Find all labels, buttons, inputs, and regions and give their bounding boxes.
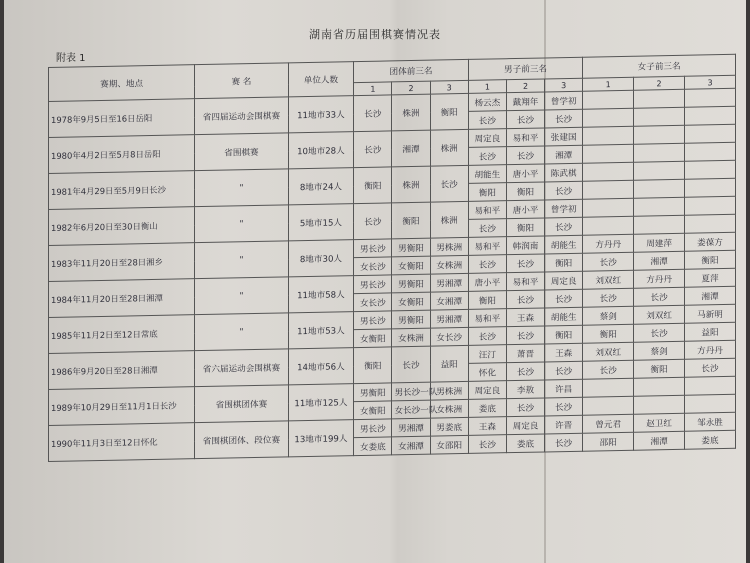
cell-women-unit bbox=[583, 108, 634, 127]
rank-header: 2 bbox=[634, 76, 685, 90]
cell-women-name bbox=[583, 90, 634, 109]
appendix-label: 附表 1 bbox=[56, 53, 86, 64]
cell-women-name bbox=[634, 125, 685, 144]
cell-women-name: 邹永胜 bbox=[685, 412, 736, 431]
cell-event: " bbox=[195, 241, 288, 279]
cell-team-rank: 女株洲 bbox=[392, 328, 430, 347]
cell-team-rank: 女娄底 bbox=[354, 437, 392, 456]
cell-team-rank: 男衡阳 bbox=[392, 238, 430, 257]
cell-women-unit bbox=[685, 394, 736, 413]
cell-team-rank: 女衡阳 bbox=[392, 256, 430, 275]
cell-team-rank: 女长沙 bbox=[430, 327, 468, 346]
cell-team-rank: 男湘潭 bbox=[392, 418, 430, 437]
cell-women-unit: 湘潭 bbox=[634, 251, 685, 270]
cell-men-unit: 长沙 bbox=[468, 111, 506, 130]
cell-men-name: 曾学初 bbox=[545, 199, 583, 218]
cell-women-name bbox=[634, 161, 685, 180]
cell-women-unit bbox=[634, 179, 685, 198]
cell-men-unit: 长沙 bbox=[545, 433, 583, 452]
cell-men-name: 易和平 bbox=[468, 309, 506, 328]
cell-men-unit: 衡阳 bbox=[506, 218, 544, 237]
cell-women-unit bbox=[685, 214, 736, 233]
cell-men-unit: 长沙 bbox=[468, 327, 506, 346]
cell-men-name: 杨云杰 bbox=[468, 93, 506, 112]
cell-men-name: 胡能生 bbox=[545, 307, 583, 326]
cell-date-place: 1983年11月20日至28日湘乡 bbox=[49, 243, 195, 282]
cell-date-place: 1986年9月20日至28日湘潭 bbox=[49, 351, 195, 390]
cell-women-unit: 湘潭 bbox=[634, 431, 685, 450]
cell-team-rank: 女湘潭 bbox=[430, 291, 468, 310]
cell-men-name: 周定良 bbox=[506, 416, 544, 435]
cell-units: 11地市33人 bbox=[288, 96, 354, 133]
cell-team-rank: 衡阳 bbox=[354, 167, 392, 204]
cell-women-unit: 邵阳 bbox=[583, 432, 634, 451]
cell-women-unit: 衡阳 bbox=[583, 324, 634, 343]
cell-team-rank: 男衡阳 bbox=[392, 274, 430, 293]
cell-women-name bbox=[583, 198, 634, 217]
cell-units: 11地市125人 bbox=[288, 384, 354, 421]
cell-event: 省围棋团体、段位赛 bbox=[195, 421, 288, 459]
cell-date-place: 1985年11月2日至12日常底 bbox=[49, 315, 195, 354]
cell-men-name: 陈武棋 bbox=[545, 163, 583, 182]
cell-women-unit: 益阳 bbox=[685, 322, 736, 341]
cell-men-unit: 衡阳 bbox=[468, 183, 506, 202]
cell-men-name: 周定良 bbox=[468, 381, 506, 400]
cell-men-name: 唐小平 bbox=[506, 200, 544, 219]
cell-women-name bbox=[583, 378, 634, 397]
cell-team-rank: 男长沙 bbox=[354, 239, 392, 258]
cell-women-name: 蔡剑 bbox=[583, 306, 634, 325]
cell-date-place: 1990年11月3日至12日怀化 bbox=[49, 423, 195, 462]
cell-men-unit: 长沙 bbox=[545, 109, 583, 128]
cell-team-rank: 女邵阳 bbox=[430, 435, 468, 454]
cell-men-unit: 衡阳 bbox=[545, 325, 583, 344]
cell-team-rank: 株洲 bbox=[392, 166, 430, 203]
cell-team-rank: 男长沙一队 bbox=[392, 382, 430, 401]
cell-team-rank: 男长沙 bbox=[354, 311, 392, 330]
cell-event: 省围棋团体赛 bbox=[195, 385, 288, 423]
cell-men-unit: 湘潭 bbox=[545, 145, 583, 164]
cell-date-place: 1981年4月29日至5月9日长沙 bbox=[49, 171, 195, 210]
cell-date-place: 1989年10月29日至11月1日长沙 bbox=[49, 387, 195, 426]
cell-women-name bbox=[634, 89, 685, 108]
cell-men-name: 萧晋 bbox=[506, 344, 544, 363]
cell-men-unit: 衡阳 bbox=[468, 291, 506, 310]
cell-team-rank: 株洲 bbox=[430, 129, 468, 166]
cell-men-name: 周定良 bbox=[468, 129, 506, 148]
rank-header: 1 bbox=[354, 82, 392, 96]
cell-men-unit: 长沙 bbox=[506, 362, 544, 381]
cell-men-unit: 娄底 bbox=[468, 399, 506, 418]
cell-women-name bbox=[634, 197, 685, 216]
cell-team-rank: 女长沙 bbox=[354, 257, 392, 276]
cell-team-rank: 男衡阳 bbox=[392, 310, 430, 329]
rank-header: 3 bbox=[430, 80, 468, 94]
cell-team-rank: 男长沙 bbox=[354, 275, 392, 294]
cell-men-name: 胡能生 bbox=[468, 165, 506, 184]
cell-women-unit: 长沙 bbox=[583, 252, 634, 271]
cell-women-name: 周建萍 bbox=[634, 233, 685, 252]
cell-team-rank: 女长沙 bbox=[354, 293, 392, 312]
results-table-area bbox=[48, 54, 736, 459]
cell-team-rank: 长沙 bbox=[354, 95, 392, 132]
cell-team-rank: 男株洲 bbox=[430, 381, 468, 400]
header-women-top3: 女子前三名 bbox=[583, 54, 736, 78]
header-date-place: 赛期、地点 bbox=[49, 65, 195, 102]
cell-men-unit: 怀化 bbox=[468, 363, 506, 382]
cell-women-name bbox=[685, 124, 736, 143]
cell-men-unit: 长沙 bbox=[506, 398, 544, 417]
cell-women-unit: 衡阳 bbox=[685, 250, 736, 269]
cell-men-name: 王森 bbox=[468, 417, 506, 436]
cell-women-unit: 娄底 bbox=[685, 430, 736, 449]
cell-women-name bbox=[685, 196, 736, 215]
cell-men-unit: 长沙 bbox=[506, 290, 544, 309]
cell-units: 14地市56人 bbox=[288, 348, 354, 385]
cell-women-name: 夏萍 bbox=[685, 268, 736, 287]
cell-team-rank: 女衡阳 bbox=[354, 329, 392, 348]
cell-team-rank: 男株洲 bbox=[430, 237, 468, 256]
cell-women-unit: 长沙 bbox=[583, 288, 634, 307]
cell-women-name bbox=[634, 377, 685, 396]
cell-event: 省六届运动会围棋赛 bbox=[195, 349, 288, 387]
cell-units: 8地市30人 bbox=[288, 240, 354, 277]
cell-men-unit: 长沙 bbox=[468, 255, 506, 274]
cell-women-unit bbox=[634, 395, 685, 414]
cell-women-name bbox=[685, 160, 736, 179]
rank-header: 1 bbox=[583, 77, 634, 91]
cell-event: " bbox=[195, 205, 288, 243]
cell-men-name: 易和平 bbox=[506, 128, 544, 147]
header-event: 赛 名 bbox=[195, 63, 288, 99]
cell-women-name: 娄葆方 bbox=[685, 232, 736, 251]
cell-event: 省围棋赛 bbox=[195, 133, 288, 171]
cell-units: 5地市15人 bbox=[288, 204, 354, 241]
cell-women-unit bbox=[685, 178, 736, 197]
cell-men-unit: 长沙 bbox=[545, 397, 583, 416]
cell-women-unit bbox=[634, 107, 685, 126]
header-units: 单位人数 bbox=[288, 62, 354, 97]
cell-team-rank: 益阳 bbox=[430, 345, 468, 382]
cell-date-place: 1980年4月2日至5月8日岳阳 bbox=[49, 135, 195, 174]
cell-men-name: 易和平 bbox=[506, 272, 544, 291]
cell-units: 11地市58人 bbox=[288, 276, 354, 313]
cell-women-unit: 长沙 bbox=[583, 360, 634, 379]
cell-women-unit: 长沙 bbox=[685, 358, 736, 377]
cell-men-name: 唐小平 bbox=[506, 164, 544, 183]
cell-men-unit: 长沙 bbox=[506, 110, 544, 129]
cell-men-name: 韩润南 bbox=[506, 236, 544, 255]
cell-men-name: 戴翔年 bbox=[506, 92, 544, 111]
header-men-top3: 男子前三名 bbox=[468, 57, 583, 80]
cell-women-unit bbox=[685, 142, 736, 161]
cell-men-unit: 长沙 bbox=[545, 217, 583, 236]
cell-women-unit bbox=[583, 144, 634, 163]
cell-team-rank: 女长沙一队 bbox=[392, 400, 430, 419]
cell-units: 11地市53人 bbox=[288, 312, 354, 349]
cell-date-place: 1982年6月20日至30日衡山 bbox=[49, 207, 195, 246]
cell-women-unit: 湘潭 bbox=[685, 286, 736, 305]
cell-event: " bbox=[195, 277, 288, 315]
cell-team-rank: 长沙 bbox=[392, 346, 430, 383]
cell-women-name bbox=[685, 376, 736, 395]
cell-women-unit: 长沙 bbox=[634, 287, 685, 306]
cell-team-rank: 男长沙 bbox=[354, 419, 392, 438]
cell-women-name: 马新明 bbox=[685, 304, 736, 323]
cell-team-rank: 女衡阳 bbox=[354, 401, 392, 420]
cell-men-unit: 长沙 bbox=[468, 435, 506, 454]
cell-men-name: 王森 bbox=[506, 308, 544, 327]
rank-header: 2 bbox=[392, 81, 430, 95]
cell-men-name: 唐小平 bbox=[468, 273, 506, 292]
cell-men-name: 王森 bbox=[545, 343, 583, 362]
cell-women-unit bbox=[583, 396, 634, 415]
cell-women-name: 蔡剑 bbox=[634, 341, 685, 360]
cell-team-rank: 株洲 bbox=[430, 201, 468, 238]
cell-women-name: 刘双红 bbox=[634, 305, 685, 324]
cell-men-name: 李敖 bbox=[506, 380, 544, 399]
cell-men-unit: 长沙 bbox=[468, 219, 506, 238]
cell-team-rank: 长沙 bbox=[354, 203, 392, 240]
cell-men-unit: 衡阳 bbox=[545, 253, 583, 272]
cell-team-rank: 男衡阳 bbox=[354, 383, 392, 402]
cell-women-name bbox=[685, 88, 736, 107]
cell-team-rank: 男湘潭 bbox=[430, 309, 468, 328]
cell-men-unit: 长沙 bbox=[506, 146, 544, 165]
header-team-top3: 团体前三名 bbox=[354, 59, 469, 82]
cell-men-unit: 长沙 bbox=[545, 289, 583, 308]
results-table bbox=[48, 54, 736, 462]
cell-men-name: 曾学初 bbox=[545, 91, 583, 110]
cell-team-rank: 女湘潭 bbox=[392, 436, 430, 455]
cell-men-unit: 长沙 bbox=[468, 147, 506, 166]
cell-women-unit bbox=[634, 215, 685, 234]
cell-event: " bbox=[195, 169, 288, 207]
cell-women-name: 赵卫红 bbox=[634, 413, 685, 432]
document-title: 湖南省历届围棋赛情况表 bbox=[309, 28, 441, 41]
paper-sheet bbox=[4, 0, 746, 563]
cell-team-rank: 女株洲 bbox=[430, 399, 468, 418]
cell-women-unit: 长沙 bbox=[634, 323, 685, 342]
cell-team-rank: 衡阳 bbox=[354, 347, 392, 384]
rank-header: 2 bbox=[506, 79, 544, 93]
cell-men-unit: 长沙 bbox=[506, 254, 544, 273]
cell-men-name: 许昌 bbox=[545, 379, 583, 398]
cell-men-name: 易和平 bbox=[468, 237, 506, 256]
cell-women-name: 曾元君 bbox=[583, 414, 634, 433]
cell-women-name bbox=[583, 162, 634, 181]
cell-team-rank: 湘潭 bbox=[392, 130, 430, 167]
cell-men-unit: 长沙 bbox=[545, 181, 583, 200]
cell-men-unit: 长沙 bbox=[506, 326, 544, 345]
cell-women-name: 刘双红 bbox=[583, 342, 634, 361]
cell-women-name bbox=[583, 126, 634, 145]
cell-women-unit bbox=[583, 216, 634, 235]
cell-men-unit: 娄底 bbox=[506, 434, 544, 453]
cell-women-unit bbox=[634, 143, 685, 162]
cell-men-unit: 衡阳 bbox=[506, 182, 544, 201]
rank-header: 1 bbox=[468, 80, 506, 94]
cell-team-rank: 女衡阳 bbox=[392, 292, 430, 311]
cell-team-rank: 衡阳 bbox=[430, 93, 468, 130]
cell-men-name: 周定良 bbox=[545, 271, 583, 290]
cell-men-unit: 长沙 bbox=[545, 361, 583, 380]
cell-team-rank: 株洲 bbox=[392, 94, 430, 131]
rank-header: 3 bbox=[545, 78, 583, 92]
cell-women-name: 刘双红 bbox=[583, 270, 634, 289]
cell-women-unit: 衡阳 bbox=[634, 359, 685, 378]
cell-women-name: 方丹丹 bbox=[634, 269, 685, 288]
cell-women-name: 方丹丹 bbox=[685, 340, 736, 359]
cell-women-unit bbox=[685, 106, 736, 125]
cell-men-name: 汪汀 bbox=[468, 345, 506, 364]
cell-men-name: 胡能生 bbox=[545, 235, 583, 254]
cell-men-name: 易和平 bbox=[468, 201, 506, 220]
cell-team-rank: 女株洲 bbox=[430, 255, 468, 274]
cell-team-rank: 长沙 bbox=[430, 165, 468, 202]
cell-date-place: 1978年9月5日至16日岳阳 bbox=[49, 99, 195, 138]
cell-women-name: 方丹丹 bbox=[583, 234, 634, 253]
cell-team-rank: 男湘潭 bbox=[430, 273, 468, 292]
cell-units: 10地市28人 bbox=[288, 132, 354, 169]
cell-team-rank: 长沙 bbox=[354, 131, 392, 168]
cell-men-name: 张建国 bbox=[545, 127, 583, 146]
cell-date-place: 1984年11月20日至28日湘潭 bbox=[49, 279, 195, 318]
cell-units: 8地市24人 bbox=[288, 168, 354, 205]
cell-team-rank: 衡阳 bbox=[392, 202, 430, 239]
cell-team-rank: 男娄底 bbox=[430, 417, 468, 436]
cell-units: 13地市199人 bbox=[288, 420, 354, 457]
rank-header: 3 bbox=[685, 75, 736, 89]
cell-men-name: 许晋 bbox=[545, 415, 583, 434]
cell-event: " bbox=[195, 313, 288, 351]
cell-women-unit bbox=[583, 180, 634, 199]
cell-event: 省四届运动会围棋赛 bbox=[195, 97, 288, 135]
